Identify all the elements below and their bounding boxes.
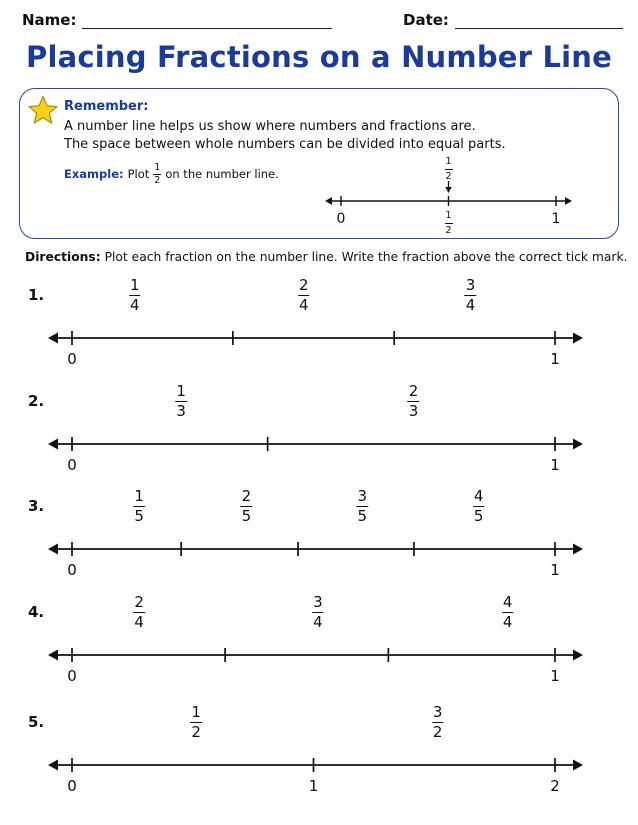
example-text-before: Plot: [127, 167, 150, 181]
fraction-denominator: 5: [357, 507, 368, 525]
fraction-numerator: 3: [432, 703, 443, 721]
number-line-label: 1: [550, 456, 560, 474]
fraction-denominator: 2: [191, 723, 201, 741]
fraction-numerator: 1: [134, 487, 144, 505]
fraction-denominator: 3: [408, 402, 419, 420]
left-arrow-icon: [325, 197, 332, 205]
fraction-denominator: 5: [473, 507, 484, 525]
directions-label: Directions:: [25, 250, 101, 264]
problem-number: 5.: [28, 713, 45, 731]
fraction-denominator: 5: [134, 507, 144, 525]
number-line-label: 1: [551, 211, 561, 227]
fraction-numerator: 1: [191, 703, 201, 721]
page-title: Placing Fractions on a Number Line: [26, 40, 612, 74]
right-arrow-icon: [565, 197, 572, 205]
fraction-denominator: 2: [432, 723, 443, 741]
directions-text: Plot each fraction on the number line. Write the fraction above the correct tick mark.: [104, 250, 628, 264]
number-line-label: 1: [550, 667, 560, 685]
number-line-label: 0: [67, 350, 77, 368]
fraction-denominator: 5: [241, 507, 252, 525]
fraction-numerator: 1: [154, 162, 161, 173]
fraction-denominator: 2: [154, 174, 161, 186]
number-line-label: 1: [308, 777, 319, 795]
remember-heading: Remember:: [64, 99, 149, 114]
problem-number: 1.: [28, 286, 45, 304]
number-line-label: 0: [67, 667, 77, 685]
fraction-numerator: 4: [473, 487, 484, 505]
fraction-numerator: 1: [176, 382, 186, 400]
left-arrow-icon: [48, 650, 58, 661]
fraction-numerator: 4: [502, 593, 513, 611]
fraction-numerator: 1: [445, 210, 452, 221]
fraction-denominator: 3: [176, 402, 186, 420]
number-line-label: 0: [67, 777, 77, 795]
fraction-denominator: 4: [299, 296, 309, 314]
fraction-denominator: 4: [313, 613, 323, 631]
number-line-label: 0: [336, 211, 346, 227]
fraction-numerator: 3: [313, 593, 323, 611]
fraction-denominator: 2: [445, 224, 452, 236]
fraction-denominator: 4: [134, 613, 144, 631]
fraction-numerator: 3: [465, 276, 476, 294]
right-arrow-icon: [573, 439, 583, 450]
fraction-denominator: 4: [130, 296, 140, 314]
name-label: Name:: [22, 11, 77, 29]
fraction-numerator: 2: [134, 593, 144, 611]
problem-number: 4.: [28, 603, 45, 621]
right-arrow-icon: [573, 760, 583, 771]
number-line-label: 1: [550, 350, 560, 368]
fraction-numerator: 2: [299, 276, 309, 294]
remember-line-2: The space between whole numbers can be divided into equal parts.: [64, 137, 506, 152]
number-line-label: 0: [67, 456, 77, 474]
right-arrow-icon: [573, 333, 583, 344]
left-arrow-icon: [48, 760, 58, 771]
date-label: Date:: [403, 11, 449, 29]
right-arrow-icon: [573, 650, 583, 661]
fraction-numerator: 1: [130, 276, 140, 294]
fraction-numerator: 1: [445, 156, 452, 167]
problem-number: 2.: [28, 392, 45, 410]
fraction-denominator: 4: [465, 296, 476, 314]
fraction-numerator: 2: [408, 382, 419, 400]
example-label: Example:: [64, 167, 124, 181]
down-arrow-head-icon: [445, 187, 451, 193]
left-arrow-icon: [48, 439, 58, 450]
remember-line-1: A number line helps us show where numbers and fractions are.: [64, 119, 476, 134]
fraction-denominator: 2: [445, 170, 452, 182]
left-arrow-icon: [48, 544, 58, 555]
fraction-numerator: 3: [357, 487, 368, 505]
example-text-after: on the number line.: [165, 167, 279, 181]
fraction-numerator: 2: [241, 487, 252, 505]
number-line-label: 2: [550, 777, 560, 795]
fraction-denominator: 4: [502, 613, 513, 631]
number-line-label: 0: [67, 561, 77, 579]
left-arrow-icon: [48, 333, 58, 344]
right-arrow-icon: [573, 544, 583, 555]
number-line-label: 1: [550, 561, 560, 579]
problem-number: 3.: [28, 497, 45, 515]
